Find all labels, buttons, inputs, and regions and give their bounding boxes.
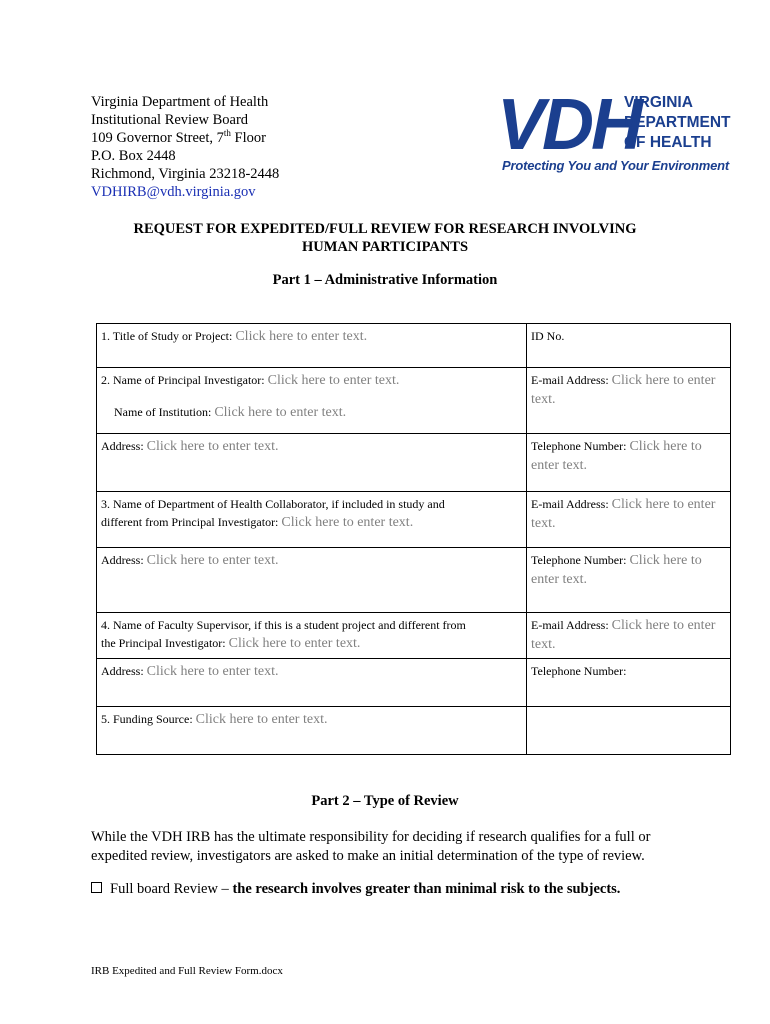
form-title: REQUEST FOR EXPEDITED/FULL REVIEW FOR RESEARCH INVOLVING HUMAN PARTICIPANTS xyxy=(133,221,637,255)
irb-address-block xyxy=(91,93,279,201)
email-link[interactable]: VDHIRB@vdh.virginia.gov xyxy=(91,184,256,200)
address-line: Institutional Review Board xyxy=(91,112,249,128)
institution-field[interactable]: Click here to enter text. xyxy=(214,405,347,420)
vdh-logo-letters: VDH xyxy=(497,85,641,165)
address-line: Richmond, Virginia 23218-2448 xyxy=(91,166,280,182)
funding-empty-cell xyxy=(527,707,731,755)
faculty-address-cell: Address: Click here to enter text. xyxy=(97,659,527,707)
faculty-address-field[interactable]: Click here to enter text. xyxy=(146,664,279,679)
review-instructions: While the VDH IRB has the ultimate responsibility for deciding if research qualifies for a full or expedited review, investigators are asked to make an initial determination of the type of review. xyxy=(91,829,651,864)
faculty-email-field[interactable]: Click here to enter text. xyxy=(531,618,716,652)
footer-filename: IRB Expedited and Full Review Form.docx xyxy=(91,965,283,977)
pi-email-field[interactable]: Click here to enter text. xyxy=(531,373,716,407)
pi-cell: 2. Name of Principal Investigator: Click here to enter text. Name of Institution: Click here to enter text. xyxy=(97,368,527,434)
collaborator-phone-field[interactable]: Click here to enter text. xyxy=(531,553,702,587)
address-line: P.O. Box 2448 xyxy=(91,148,176,164)
faculty-email-cell: E-mail Address: Click here to enter text. xyxy=(527,613,731,659)
vdh-logo-name: VIRGINIA DEPARTMENT OF HEALTH xyxy=(624,94,731,151)
id-no-cell: ID No. xyxy=(527,324,731,368)
collaborator-email-field[interactable]: Click here to enter text. xyxy=(531,497,716,531)
pi-phone-field[interactable]: Click here to enter text. xyxy=(531,439,702,473)
pi-address-cell: Address: Click here to enter text. xyxy=(97,434,527,492)
study-title-cell: 1. Title of Study or Project: Click here to enter text. xyxy=(97,324,527,368)
collaborator-name-field[interactable]: Click here to enter text. xyxy=(281,515,414,530)
pi-address-field[interactable]: Click here to enter text. xyxy=(146,439,279,454)
administrative-info-table xyxy=(96,323,731,755)
pi-name-field[interactable]: Click here to enter text. xyxy=(267,373,400,388)
full-board-checkbox[interactable] xyxy=(91,882,102,893)
part2-heading: Part 2 – Type of Review xyxy=(311,793,459,809)
vdh-logo-tagline: Protecting You and Your Environment xyxy=(502,158,730,173)
funding-source-cell: 5. Funding Source: Click here to enter text. xyxy=(97,707,527,755)
vdh-logo xyxy=(497,85,731,182)
faculty-supervisor-cell: 4. Name of Faculty Supervisor, if this is a student project and different from the Principal Investigator: Click here to enter text. xyxy=(97,613,527,659)
address-line: 109 Governor Street, 7th Floor xyxy=(91,128,266,146)
collaborator-cell: 3. Name of Department of Health Collaborator, if included in study and different from Principal Investigator: Click here to enter text. xyxy=(97,492,527,548)
study-title-field[interactable]: Click here to enter text. xyxy=(235,329,368,344)
pi-phone-cell: Telephone Number: Click here to enter text. xyxy=(527,434,731,492)
faculty-phone-cell: Telephone Number: xyxy=(527,659,731,707)
address-line: Virginia Department of Health xyxy=(91,94,269,110)
collaborator-phone-cell: Telephone Number: Click here to enter text. xyxy=(527,548,731,613)
faculty-supervisor-field[interactable]: Click here to enter text. xyxy=(228,636,361,651)
collaborator-email-cell: E-mail Address: Click here to enter text. xyxy=(527,492,731,548)
part1-heading: Part 1 – Administrative Information xyxy=(272,272,498,288)
funding-source-field[interactable]: Click here to enter text. xyxy=(195,712,328,727)
collaborator-address-field[interactable]: Click here to enter text. xyxy=(146,553,279,568)
pi-email-cell: E-mail Address: Click here to enter text. xyxy=(527,368,731,434)
full-board-review-option: Full board Review – the research involves greater than minimal risk to the subjects. xyxy=(91,881,620,898)
collaborator-address-cell: Address: Click here to enter text. xyxy=(97,548,527,613)
